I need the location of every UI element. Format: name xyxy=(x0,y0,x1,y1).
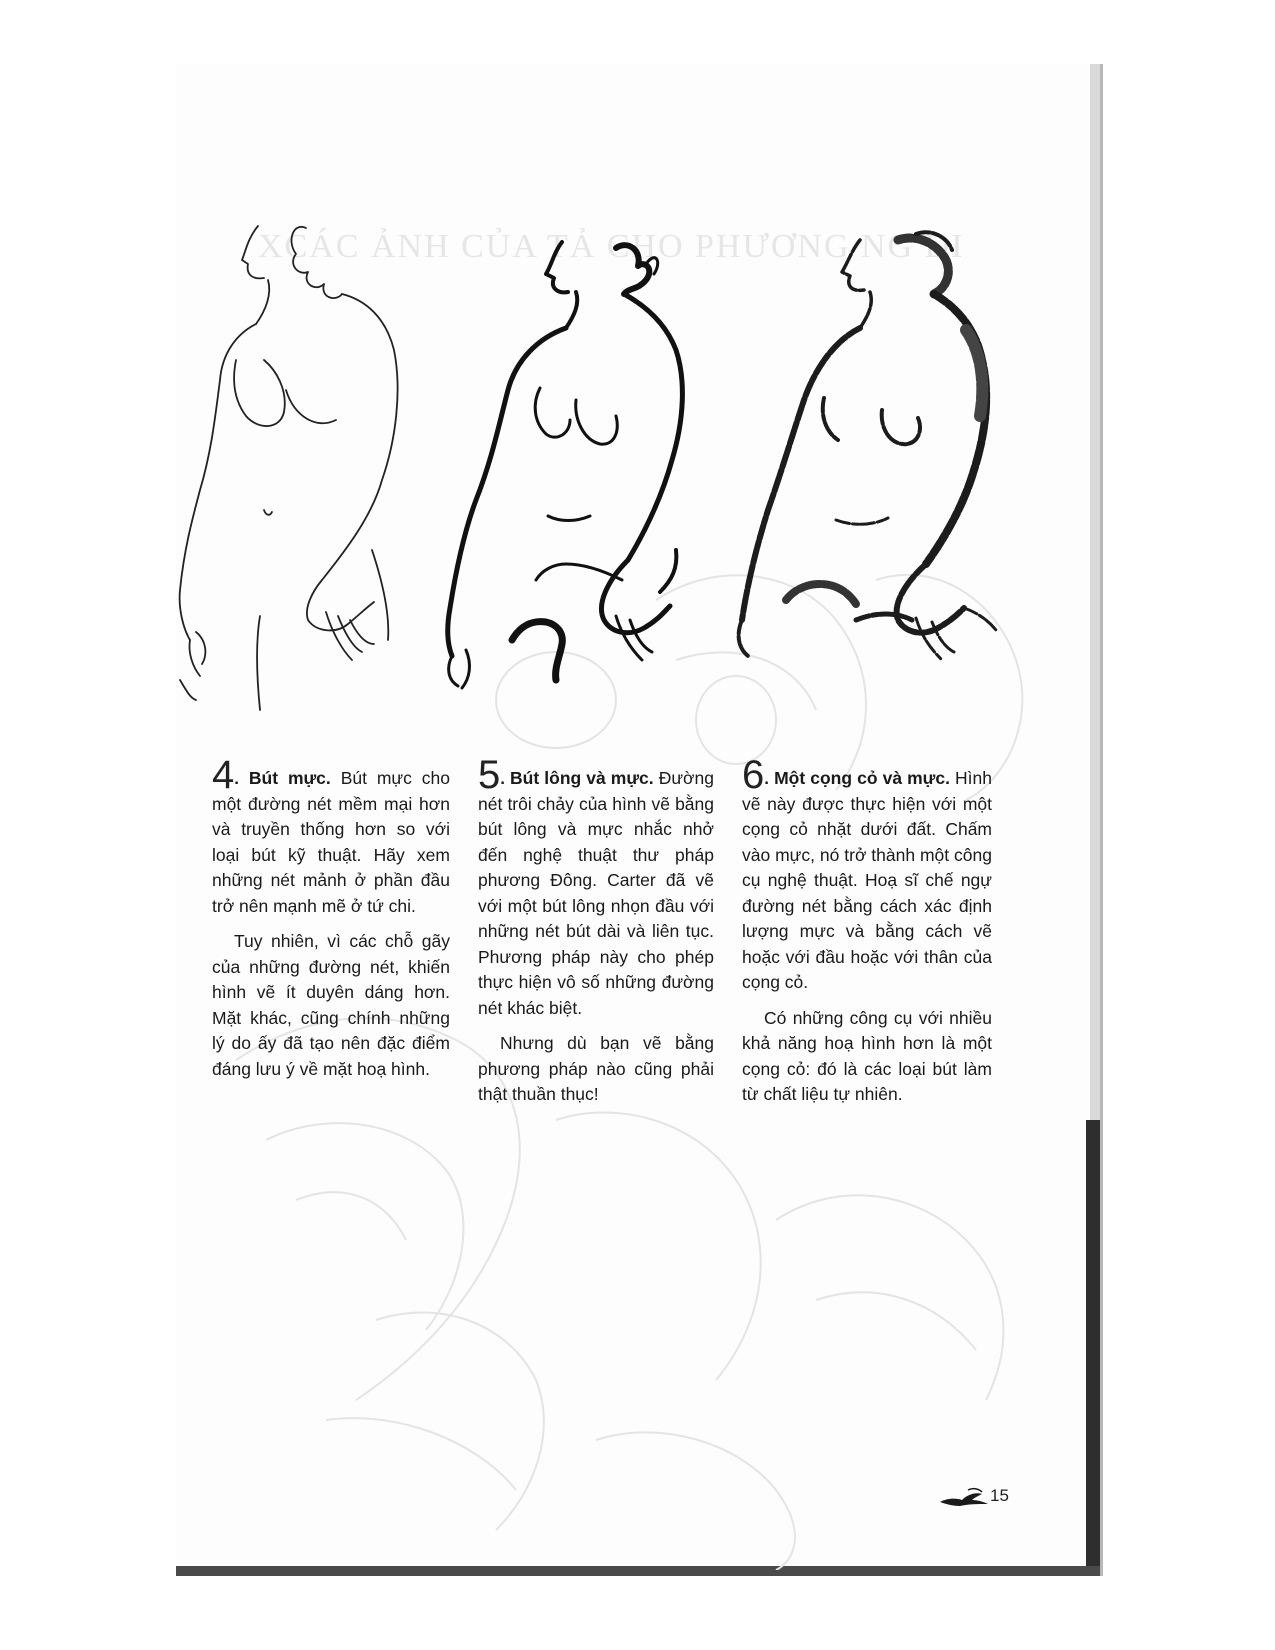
section-heading: Bút mực. xyxy=(248,768,331,788)
figure-ink-pen xyxy=(180,226,398,710)
figure-brush-ink xyxy=(448,242,683,688)
section-heading: Bút lông và mực. xyxy=(510,768,654,788)
section-number: 5 xyxy=(478,753,501,797)
number-dot: . xyxy=(234,769,239,788)
section-heading: Một cọng cỏ và mực. xyxy=(774,768,950,788)
section-paragraph: Tuy nhiên, vì các chỗ gãy của những đường nét, khiến hình vẽ ít duyên dáng hơn. Mặt khác, cũng chính những lý do ấy đã tạo nên đặc điểm đáng lưu ý về mặt hoạ hình. xyxy=(212,931,450,1079)
section-paragraph: Bút mực cho một đường nét mềm mại hơn và truyền thống hơn so với loại bút kỹ thuật. Hãy xem những nét mảnh ở phần đầu trở nên mạnh mẽ ở tứ chi. xyxy=(212,768,450,916)
section-paragraph: Hình vẽ này được thực hiện với một cọng cỏ nhặt dưới đất. Chấm vào mực, nó trở thành một công cụ nghệ thuật. Hoạ sĩ chế ngự đường nét bằng cách xác định lượng mực và bằng cách vẽ hoặc với đầu hoặc với thân của cọng cỏ. xyxy=(742,768,992,992)
section-grass-ink xyxy=(742,753,992,1118)
section-paragraph: Nhưng dù bạn vẽ bằng phương pháp nào cũng phải thật thuần thục! xyxy=(478,1033,714,1104)
page-number: 15 xyxy=(990,1486,1009,1505)
section-paragraph: Đường nét trôi chảy của hình vẽ bằng bút lông và mực nhắc nhở đến nghệ thuật thư pháp phương Đông. Carter đã vẽ với một bút lông nhọn đầu với những nét bút dài và liên tục. Phương pháp này cho phép thực hiện vô số những đường nét khác biệt. xyxy=(478,768,714,1018)
number-dot: . xyxy=(500,769,505,788)
figure-grass-ink xyxy=(739,232,996,660)
section-paragraph: Có những công cụ với nhiều khả năng hoạ hình hơn là một cọng cỏ: đó là các loại bút làm từ chất liệu tự nhiên. xyxy=(742,1007,992,1104)
figure-drawings xyxy=(176,220,1036,720)
section-number: 4 xyxy=(212,753,235,797)
section-brush-ink xyxy=(478,753,714,1118)
background-heading: XCÁC ẢNH CỦA TẢ CHO PHƯƠNG NG ĐI xyxy=(258,228,965,265)
bird-logo-icon xyxy=(938,1486,990,1508)
section-ink-pen xyxy=(212,753,450,1092)
number-dot: . xyxy=(764,769,769,788)
section-number: 6 xyxy=(742,753,765,797)
